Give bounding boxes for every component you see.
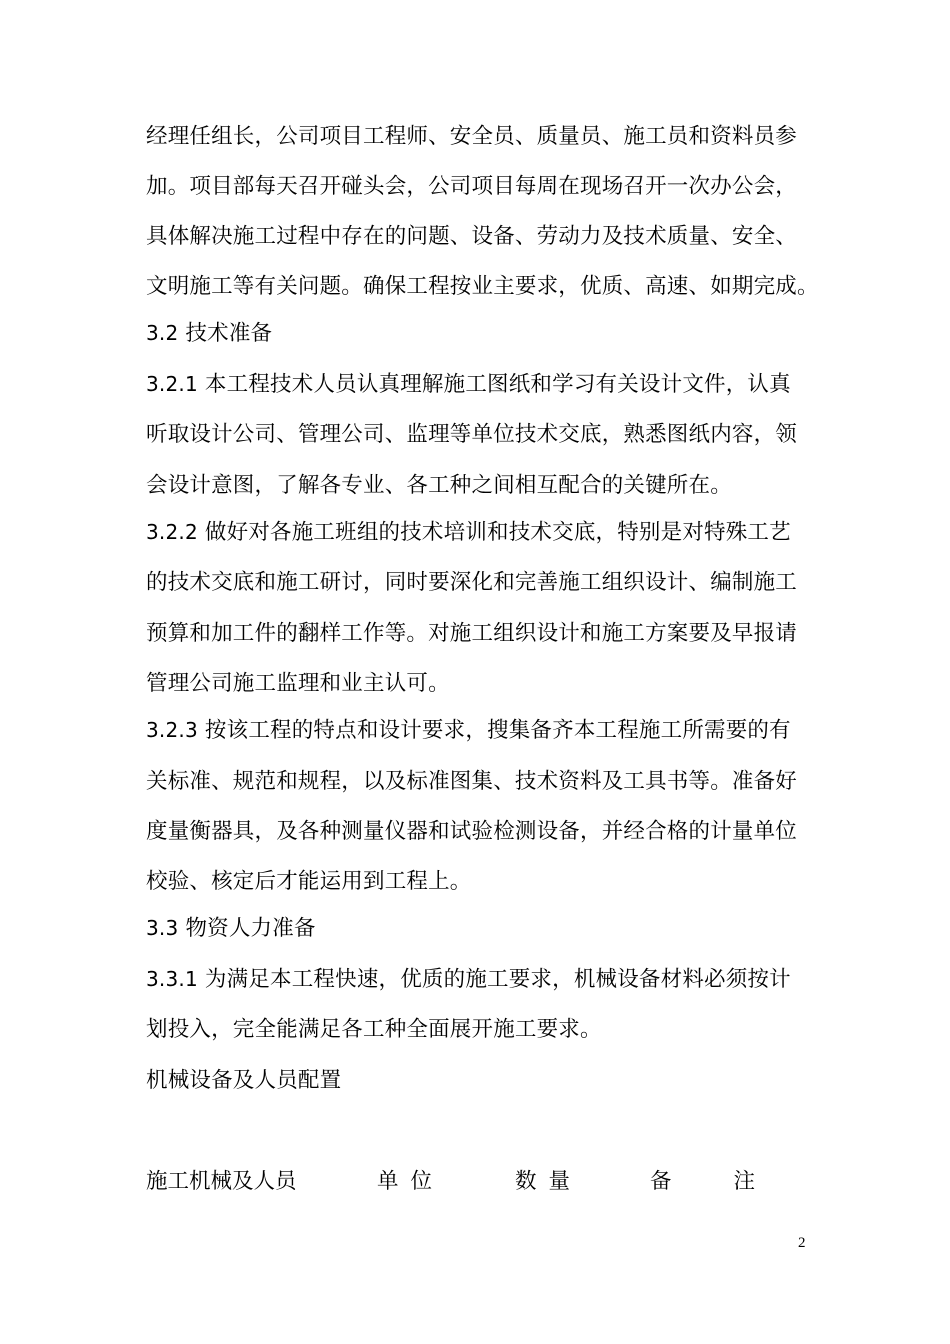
- paragraph-line: [146, 767, 797, 797]
- paragraph-line: [146, 619, 797, 649]
- line-text: 听取设计公司、管理公司、监理等单位技术交底，熟悉图纸内容，领: [146, 422, 798, 447]
- line-text: 校验、核定后才能运用到工程上。: [146, 869, 472, 894]
- header-cell-quantity: 数量: [515, 1169, 583, 1194]
- line-text: 会设计意图，了解各专业、各工种之间相互配合的关键所在。: [146, 473, 732, 498]
- line-text: 的技术交底和施工研讨，同时要深化和完善施工组织设计、编制施工: [146, 570, 798, 595]
- paragraph-line: [146, 1015, 602, 1045]
- paragraph-line: [146, 122, 797, 152]
- header-cell-remarks: 备注: [650, 1169, 818, 1194]
- line-text: 机械设备及人员配置: [146, 1068, 342, 1093]
- page-number: 2: [798, 1235, 806, 1251]
- paragraph-line: [146, 817, 797, 847]
- paragraph-line: [146, 964, 791, 995]
- header-cell-unit: 单位: [377, 1169, 445, 1194]
- paragraph-line: [146, 517, 791, 548]
- paragraph-line: [146, 867, 472, 897]
- line-text: 按该工程的特点和设计要求，搜集备齐本工程施工所需要的有: [197, 718, 791, 743]
- line-text: 具体解决施工过程中存在的问题、设备、劳动力及技术质量、安全、: [146, 224, 798, 249]
- line-text: 管理公司施工监理和业主认可。: [146, 671, 450, 696]
- section-number: 3.2.3: [146, 718, 198, 742]
- table-caption: [146, 1066, 341, 1096]
- paragraph-line: [146, 172, 797, 202]
- line-text: 关标准、规范和规程，以及标准图集、技术资料及工具书等。准备好: [146, 769, 798, 794]
- line-text: 文明施工等有关问题。确保工程按业主要求，优质、高速、如期完成。: [146, 274, 819, 299]
- line-text: 经理任组长，公司项目工程师、安全员、质量员、施工员和资料员参: [146, 124, 798, 149]
- section-title: 技术准备: [178, 321, 273, 346]
- line-text: 预算和加工件的翻样工作等。对施工组织设计和施工方案要及早报请: [146, 621, 798, 646]
- section-heading-3-2: [146, 318, 272, 349]
- section-number: 3.2.1: [146, 372, 198, 396]
- paragraph-line: [146, 471, 732, 501]
- section-number: 3.3: [146, 916, 179, 940]
- section-title: 物资人力准备: [178, 916, 316, 941]
- paragraph-line: [146, 568, 797, 598]
- section-number: 3.3.1: [146, 967, 198, 991]
- line-text: 为满足本工程快速，优质的施工要求，机械设备材料必须按计: [197, 967, 791, 992]
- paragraph-line: [146, 369, 791, 400]
- paragraph-line: [146, 715, 791, 746]
- line-text: 划投入，完全能满足各工种全面展开施工要求。: [146, 1017, 602, 1042]
- line-text: 做好对各施工班组的技术培训和技术交底，特别是对特殊工艺: [197, 520, 791, 545]
- paragraph-line: [146, 420, 797, 450]
- section-heading-3-3: [146, 913, 316, 944]
- line-text: 度量衡器具，及各种测量仪器和试验检测设备，并经合格的计量单位: [146, 819, 798, 844]
- paragraph-line: [146, 222, 797, 252]
- equipment-table-header: [146, 1167, 818, 1197]
- section-number: 3.2: [146, 321, 179, 345]
- section-number: 3.2.2: [146, 520, 198, 544]
- paragraph-line: [146, 272, 819, 302]
- line-text: 加。项目部每天召开碰头会，公司项目每周在现场召开一次办公会，: [146, 174, 798, 199]
- line-text: 本工程技术人员认真理解施工图纸和学习有关设计文件，认真: [197, 372, 791, 397]
- header-cell-machinery: 施工机械及人员: [146, 1169, 297, 1194]
- paragraph-line: [146, 669, 450, 699]
